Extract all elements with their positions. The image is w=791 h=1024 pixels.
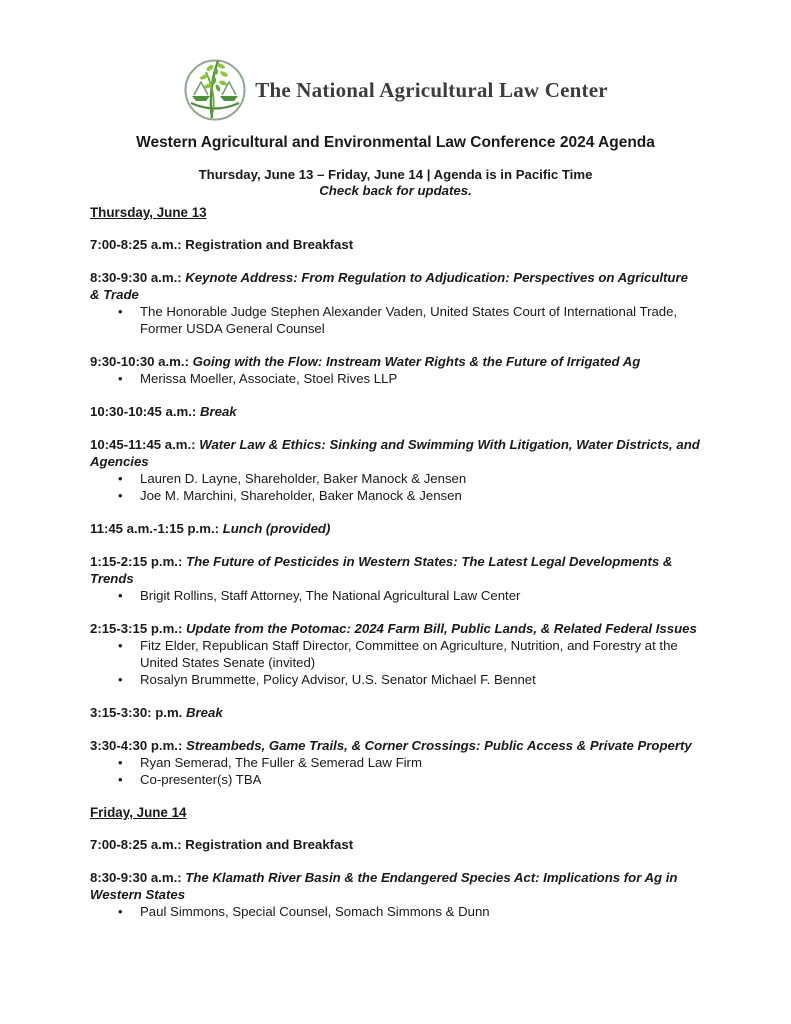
session-time: 8:30-9:30 a.m.: <box>90 270 182 285</box>
session-time: 2:15-3:15 p.m.: <box>90 621 183 636</box>
session <box>90 620 701 688</box>
speaker-item: • Ryan Semerad, The Fuller & Semerad Law Firm <box>90 754 701 771</box>
speaker-item: • Fitz Elder, Republican Staff Director, Committee on Agriculture, Nutrition, and Forestry at the United States Senate (invited) <box>90 637 701 671</box>
logo <box>90 56 701 124</box>
session-title: Streambeds, Game Trails, & Corner Crossings: Public Access & Private Property <box>186 738 692 753</box>
session-title: Break <box>186 705 223 720</box>
logo-text: The National Agricultural Law Center <box>255 77 608 102</box>
session <box>90 737 701 788</box>
session-time: 9:30-10:30 a.m.: <box>90 354 189 369</box>
speaker-list <box>90 587 701 604</box>
session <box>90 403 701 420</box>
speaker-list <box>90 303 701 337</box>
speaker-list <box>90 754 701 788</box>
session <box>90 836 701 853</box>
session-title: Registration and Breakfast <box>185 237 354 252</box>
session <box>90 704 701 721</box>
session <box>90 353 701 387</box>
session-title: The Future of Pesticides in Western States: The Latest Legal Developments & Trends <box>90 554 673 586</box>
session-title: Break <box>199 404 237 419</box>
speaker-list <box>90 370 701 387</box>
speaker-item: • Joe M. Marchini, Shareholder, Baker Manock & Jensen <box>90 487 701 504</box>
day-heading: Thursday, June 13 <box>90 205 207 220</box>
day-heading: Friday, June 14 <box>90 805 187 820</box>
session-title: Lunch (provided) <box>222 521 331 536</box>
session-title: Keynote Address: From Regulation to Adjudication: Perspectives on Agriculture & Trade <box>90 270 688 302</box>
session <box>90 436 701 504</box>
day-section-thursday <box>90 204 701 788</box>
speaker-item: • Rosalyn Brummette, Policy Advisor, U.S. Senator Michael F. Bennet <box>90 671 701 688</box>
speaker-item: • Co-presenter(s) TBA <box>90 771 701 788</box>
session-time: 7:00-8:25 a.m.: <box>90 837 182 852</box>
session <box>90 869 701 920</box>
date-subtitle: Thursday, June 13 – Friday, June 14 | Agenda is in Pacific Time <box>198 167 593 182</box>
session <box>90 553 701 604</box>
session-title: The Klamath River Basin & the Endangered Species Act: Implications for Ag in Western States <box>90 870 678 902</box>
speaker-item: • Lauren D. Layne, Shareholder, Baker Manock & Jensen <box>90 470 701 487</box>
scales-and-leaves-logo-icon <box>183 57 247 123</box>
speaker-list <box>90 903 701 920</box>
speaker-list <box>90 470 701 504</box>
day-section-friday <box>90 804 701 920</box>
session-title: Update from the Potomac: 2024 Farm Bill, Public Lands, & Related Federal Issues <box>186 621 697 636</box>
session-title: Going with the Flow: Instream Water Rights & the Future of Irrigated Ag <box>192 354 641 369</box>
session-time: 10:45-11:45 a.m.: <box>90 437 196 452</box>
session-title: Registration and Breakfast <box>185 837 354 852</box>
session <box>90 236 701 253</box>
speaker-item: • The Honorable Judge Stephen Alexander Vaden, United States Court of International Trade, Former USDA General Counsel <box>90 303 701 337</box>
session-time: 1:15-2:15 p.m.: <box>90 554 183 569</box>
session-title: Water Law & Ethics: Sinking and Swimming With Litigation, Water Districts, and Agencies <box>90 437 700 469</box>
session-time: 7:00-8:25 a.m.: <box>90 237 182 252</box>
session-time: 3:15-3:30: p.m. <box>90 705 183 720</box>
session-time: 3:30-4:30 p.m.: <box>90 738 183 753</box>
session-time: 11:45 a.m.-1:15 p.m.: <box>90 521 220 536</box>
update-note: Check back for updates. <box>319 183 472 198</box>
speaker-item: • Brigit Rollins, Staff Attorney, The National Agricultural Law Center <box>90 587 701 604</box>
page-title: Western Agricultural and Environmental Law Conference 2024 Agenda <box>136 134 655 151</box>
speaker-item: • Paul Simmons, Special Counsel, Somach Simmons & Dunn <box>90 903 701 920</box>
session-time: 10:30-10:45 a.m.: <box>90 404 197 419</box>
speaker-item: • Merissa Moeller, Associate, Stoel Rives LLP <box>90 370 701 387</box>
session <box>90 269 701 337</box>
speaker-list <box>90 637 701 688</box>
session <box>90 520 701 537</box>
session-time: 8:30-9:30 a.m.: <box>90 870 182 885</box>
